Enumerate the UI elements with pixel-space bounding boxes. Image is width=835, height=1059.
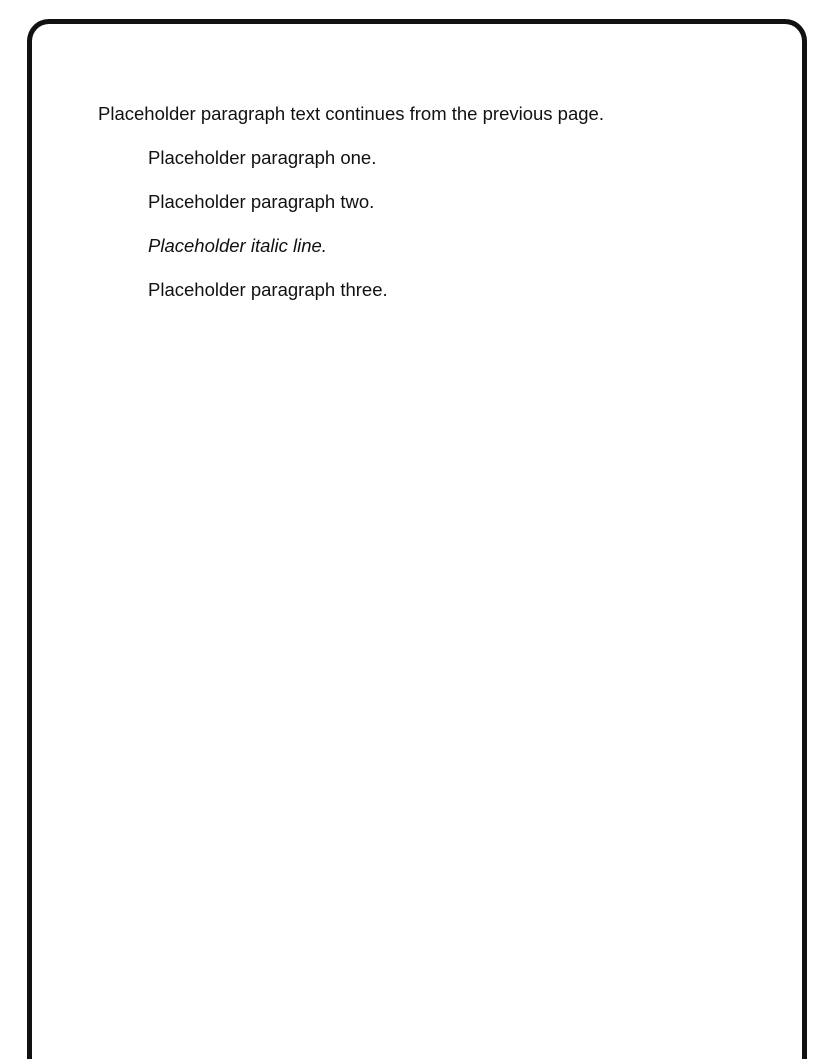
document-body xyxy=(98,92,738,312)
paragraph: Placeholder paragraph two. xyxy=(148,191,375,212)
paragraph: Placeholder paragraph three. xyxy=(148,279,388,300)
paragraph: Placeholder paragraph one. xyxy=(148,147,377,168)
paragraph: Placeholder paragraph text continues from the previous page. xyxy=(98,103,604,124)
paragraph: Placeholder italic line. xyxy=(148,235,327,256)
